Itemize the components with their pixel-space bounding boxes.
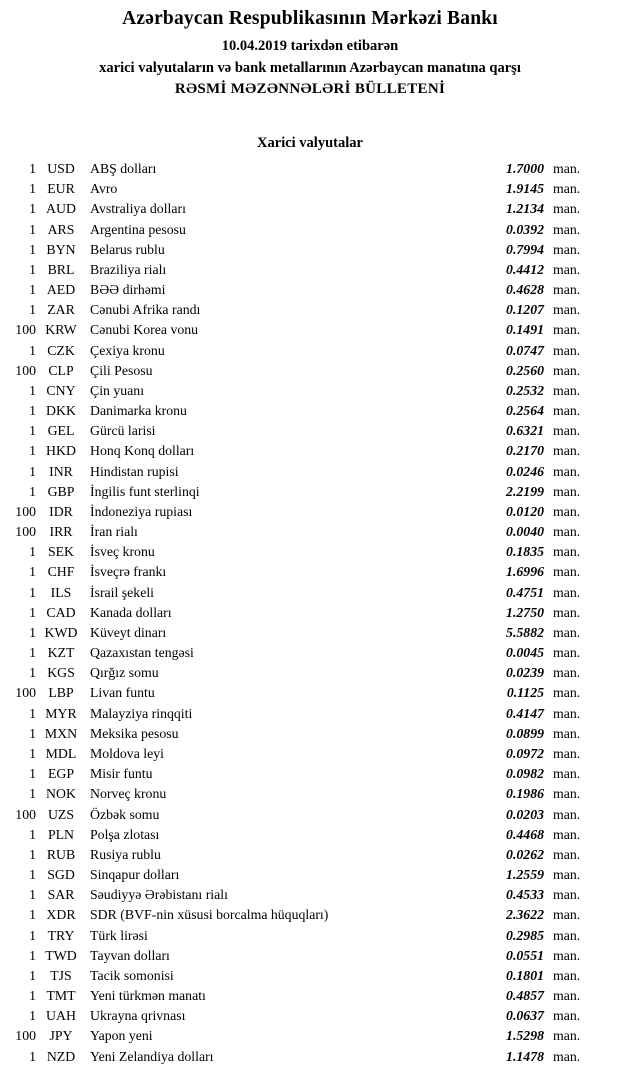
currency-name: Yeni türkmən manatı [90, 988, 206, 1004]
currency-name: Avro [90, 181, 118, 197]
rate-row [0, 421, 592, 441]
currency-quantity: 1 [29, 967, 36, 983]
currency-rate: 0.0040 [506, 524, 544, 540]
currency-name: Malayziya rinqqiti [90, 705, 193, 721]
currency-name: Tayvan dolları [90, 947, 170, 963]
unit-label: man. [553, 161, 581, 176]
currency-code: CLP [48, 362, 74, 378]
currency-quantity: 100 [15, 1028, 36, 1044]
currency-name: BƏƏ dirhəmi [90, 282, 166, 298]
currency-name: Yeni Zelandiya dolları [90, 1048, 214, 1064]
currency-quantity: 1 [29, 947, 36, 963]
currency-name: Livan funtu [90, 685, 155, 701]
unit-label: man. [553, 867, 581, 883]
unit-label: man. [553, 1008, 581, 1024]
currency-rate: 0.4412 [506, 261, 544, 277]
unit-label: man. [553, 1028, 581, 1044]
currency-rate: 0.0551 [506, 947, 544, 963]
currency-rate: 0.2532 [506, 382, 544, 398]
currency-name: Ukrayna qrivnası [90, 1008, 186, 1024]
rate-row [0, 805, 592, 825]
currency-code: BYN [46, 241, 76, 257]
currency-quantity: 100 [15, 322, 36, 338]
currency-name: Belarus rublu [90, 241, 165, 257]
unit-label: man. [553, 423, 581, 439]
effective-date-line: 10.04.2019 tarixdən etibarən [221, 38, 399, 54]
unit-label: man. [553, 382, 581, 398]
currency-quantity: 1 [29, 887, 36, 903]
currency-code: MYR [45, 705, 77, 721]
currency-rate: 0.2170 [506, 443, 544, 459]
unit-label: man. [553, 403, 581, 419]
rate-row [0, 905, 592, 925]
currency-code: NZD [46, 1048, 76, 1064]
rate-row [0, 623, 592, 643]
currency-quantity: 1 [29, 382, 36, 398]
currency-code: KZT [47, 645, 75, 661]
currency-name: Səudiyyə Ərəbistanı rialı [90, 887, 228, 903]
rates-list [0, 159, 592, 1067]
rate-row [0, 482, 592, 502]
currency-quantity: 100 [15, 685, 36, 701]
currency-rate: 0.4857 [506, 988, 544, 1004]
currency-quantity: 1 [29, 705, 36, 721]
unit-label: man. [553, 887, 581, 903]
currency-code: JPY [49, 1028, 73, 1044]
bank-name-title: Azərbaycan Respublikasının Mərkəzi Bankı [122, 8, 498, 29]
currency-code: EUR [47, 181, 75, 197]
unit-label: man. [553, 564, 581, 580]
currency-code: SGD [47, 867, 75, 883]
currency-code: MDL [45, 745, 77, 761]
unit-label: man. [553, 927, 581, 943]
currency-code: KRW [45, 322, 77, 338]
currency-code: LBP [48, 685, 74, 701]
currency-rate: 1.2750 [506, 604, 544, 620]
currency-rate: 0.0203 [506, 806, 544, 822]
currency-rate: 0.7994 [506, 241, 544, 257]
currency-quantity: 1 [29, 544, 36, 560]
currency-quantity: 1 [29, 786, 36, 802]
currency-quantity: 1 [29, 584, 36, 600]
currency-rate: 0.2985 [506, 927, 544, 943]
unit-label: man. [553, 322, 581, 338]
currency-rate: 0.2564 [506, 403, 544, 419]
currency-rate: 0.0637 [506, 1008, 544, 1024]
rate-row [0, 784, 592, 804]
currency-rate: 2.2199 [506, 483, 544, 499]
currency-quantity: 1 [29, 1048, 36, 1064]
currency-name: Sinqapur dolları [90, 867, 180, 883]
currency-code: RUB [46, 846, 76, 862]
rate-row [0, 583, 592, 603]
rate-row [0, 663, 592, 683]
currency-code: TMT [46, 988, 76, 1004]
currency-name: Braziliya rialı [90, 261, 167, 277]
rate-row [0, 462, 592, 482]
currency-code: PLN [47, 826, 75, 842]
currency-quantity: 1 [29, 261, 36, 277]
rate-row [0, 946, 592, 966]
currency-name: İsveçrə frankı [90, 564, 167, 580]
currency-code: CHF [47, 564, 75, 580]
currency-quantity: 100 [15, 524, 36, 540]
currency-quantity: 1 [29, 564, 36, 580]
currency-rate: 1.9145 [506, 181, 544, 197]
currency-quantity: 1 [29, 725, 36, 741]
rate-row [0, 845, 592, 865]
unit-label: man. [553, 786, 581, 802]
currency-quantity: 1 [29, 483, 36, 499]
rate-row [0, 159, 592, 179]
currency-quantity: 1 [29, 342, 36, 358]
rate-row [0, 280, 592, 300]
currency-quantity: 1 [29, 161, 36, 176]
currency-quantity: 1 [29, 403, 36, 419]
currency-code: AUD [46, 201, 76, 217]
currency-code: ARS [47, 221, 75, 237]
rate-row [0, 885, 592, 905]
currency-quantity: 1 [29, 463, 36, 479]
currency-code: XDR [46, 907, 76, 923]
currency-code: ZAR [47, 302, 75, 318]
rate-row [0, 744, 592, 764]
currency-name: Honq Konq dolları [90, 443, 195, 459]
bulletin-title: RƏSMİ MƏZƏNNƏLƏRİ BÜLLETENİ [174, 81, 446, 97]
currency-rate: 1.2559 [506, 867, 544, 883]
unit-label: man. [553, 584, 581, 600]
currency-quantity: 1 [29, 645, 36, 661]
currency-rate: 0.0246 [506, 463, 544, 479]
currency-name: Meksika pesosu [90, 725, 179, 741]
currency-quantity: 1 [29, 282, 36, 298]
section-title-foreign-currencies: Xarici valyutalar [257, 135, 363, 151]
currency-quantity: 1 [29, 423, 36, 439]
currency-rate: 0.4147 [506, 705, 544, 721]
rate-row [0, 724, 592, 744]
currency-code: TWD [45, 947, 77, 963]
currency-quantity: 100 [15, 362, 36, 378]
unit-label: man. [553, 846, 581, 862]
rate-row [0, 764, 592, 784]
currency-code: INR [49, 463, 73, 479]
currency-rate: 0.1835 [506, 544, 544, 560]
unit-label: man. [553, 362, 581, 378]
currency-quantity: 1 [29, 745, 36, 761]
rate-row [0, 825, 592, 845]
unit-label: man. [553, 282, 581, 298]
unit-label: man. [553, 947, 581, 963]
unit-label: man. [553, 967, 581, 983]
rate-row [0, 926, 592, 946]
unit-label: man. [553, 1048, 581, 1064]
currency-quantity: 1 [29, 604, 36, 620]
rate-row [0, 441, 592, 461]
currency-name: Kanada dolları [90, 604, 172, 620]
currency-name: Çili Pesosu [90, 362, 153, 378]
rate-row [0, 502, 592, 522]
currency-rate: 0.0120 [506, 503, 544, 519]
rate-row [0, 300, 592, 320]
currency-quantity: 1 [29, 826, 36, 842]
currency-code: DKK [46, 403, 76, 419]
currency-rate: 0.0239 [506, 665, 544, 681]
currency-name: Misir funtu [90, 766, 153, 782]
rate-row [0, 179, 592, 199]
currency-code: USD [47, 161, 75, 176]
currency-quantity: 1 [29, 443, 36, 459]
currency-quantity: 1 [29, 241, 36, 257]
currency-quantity: 1 [29, 624, 36, 640]
currency-rate: 0.0972 [506, 745, 544, 761]
currency-name: Avstraliya dolları [90, 201, 186, 217]
rate-row [0, 522, 592, 542]
currency-rate: 0.0045 [506, 645, 544, 661]
unit-label: man. [553, 241, 581, 257]
currency-name: Çexiya kronu [90, 342, 165, 358]
currency-code: HKD [46, 443, 76, 459]
currency-name: SDR (BVF-nin xüsusi borcalma hüquqları) [90, 907, 329, 923]
unit-label: man. [553, 524, 581, 540]
rate-row [0, 220, 592, 240]
rate-row [0, 542, 592, 562]
currency-quantity: 1 [29, 302, 36, 318]
rate-row [0, 381, 592, 401]
rate-row [0, 361, 592, 381]
currency-code: NOK [46, 786, 76, 802]
currency-code: IRR [49, 524, 73, 540]
currency-name: Hindistan rupisi [90, 463, 179, 479]
unit-label: man. [553, 483, 581, 499]
currency-rate: 0.0899 [506, 725, 544, 741]
rate-row [0, 643, 592, 663]
currency-name: İsrail şekeli [90, 584, 154, 600]
currency-code: IDR [49, 503, 73, 519]
currency-rate: 0.0982 [506, 766, 544, 782]
rate-row [0, 603, 592, 623]
rate-row [0, 401, 592, 421]
currency-quantity: 1 [29, 1008, 36, 1024]
currency-quantity: 1 [29, 201, 36, 217]
rate-row [0, 562, 592, 582]
currency-name: Rusiya rublu [90, 846, 161, 862]
currency-quantity: 1 [29, 665, 36, 681]
unit-label: man. [553, 907, 581, 923]
currency-code: EGP [47, 766, 75, 782]
currency-quantity: 1 [29, 221, 36, 237]
unit-label: man. [553, 181, 581, 197]
currency-rate: 0.1986 [506, 786, 544, 802]
currency-code: CNY [46, 382, 76, 398]
currency-rate: 0.1801 [506, 967, 544, 983]
unit-label: man. [553, 624, 581, 640]
rate-row [0, 865, 592, 885]
currency-name: Cənubi Korea vonu [90, 322, 199, 338]
currency-code: UAH [46, 1008, 76, 1024]
unit-label: man. [553, 988, 581, 1004]
currency-rate: 0.4533 [506, 887, 544, 903]
currency-name: Argentina pesosu [90, 221, 186, 237]
unit-label: man. [553, 745, 581, 761]
currency-code: MXN [44, 725, 78, 741]
currency-rate: 0.1491 [506, 322, 544, 338]
currency-name: İndoneziya rupiası [90, 503, 193, 519]
currency-name: İngilis funt sterlinqi [90, 483, 200, 499]
unit-label: man. [553, 302, 581, 318]
unit-label: man. [553, 705, 581, 721]
rate-row [0, 199, 592, 219]
currency-rate: 0.0747 [506, 342, 544, 358]
currency-quantity: 1 [29, 867, 36, 883]
rate-row [0, 260, 592, 280]
rate-row [0, 240, 592, 260]
currency-name: Moldova leyi [90, 745, 164, 761]
rate-row [0, 1026, 592, 1046]
unit-label: man. [553, 342, 581, 358]
currency-name: Norveç kronu [90, 786, 167, 802]
unit-label: man. [553, 544, 581, 560]
currency-code: AED [46, 282, 76, 298]
unit-label: man. [553, 826, 581, 842]
currency-rate: 0.0262 [506, 846, 544, 862]
currency-rate: 2.3622 [506, 907, 544, 923]
currency-rate: 0.1125 [506, 685, 544, 701]
unit-label: man. [553, 503, 581, 519]
currency-rate: 5.5882 [506, 624, 544, 640]
currency-code: GEL [47, 423, 75, 439]
rate-row [0, 1047, 592, 1067]
rate-row [0, 683, 592, 703]
currency-rate: 0.1207 [506, 302, 544, 318]
currency-code: BRL [47, 261, 75, 277]
currency-name: İsveç kronu [90, 544, 155, 560]
currency-quantity: 1 [29, 766, 36, 782]
currency-quantity: 1 [29, 927, 36, 943]
currency-name: İran rialı [90, 524, 138, 540]
currency-quantity: 1 [29, 988, 36, 1004]
currency-code: KGS [47, 665, 75, 681]
document-header [0, 0, 620, 99]
currency-quantity: 1 [29, 181, 36, 197]
currency-name: Gürcü larisi [90, 423, 156, 439]
currency-rate: 1.2134 [506, 201, 544, 217]
rate-row [0, 986, 592, 1006]
currency-code: SAR [47, 887, 75, 903]
unit-label: man. [553, 604, 581, 620]
currency-code: ILS [50, 584, 72, 600]
rate-row [0, 320, 592, 340]
currency-name: Küveyt dinarı [90, 624, 167, 640]
currency-name: ABŞ dolları [90, 161, 157, 176]
rate-row [0, 966, 592, 986]
currency-code: GBP [47, 483, 75, 499]
currency-code: TJS [50, 967, 72, 983]
currency-code: SEK [47, 544, 75, 560]
rate-row [0, 341, 592, 361]
unit-label: man. [553, 201, 581, 217]
currency-name: Qırğız somu [90, 665, 159, 681]
currency-rate: 0.4751 [506, 584, 544, 600]
currency-code: CAD [46, 604, 76, 620]
unit-label: man. [553, 806, 581, 822]
currency-name: Tacik somonisi [90, 967, 174, 983]
unit-label: man. [553, 725, 581, 741]
unit-label: man. [553, 685, 581, 701]
currency-code: TRY [47, 927, 75, 943]
currency-rate: 0.0392 [506, 221, 544, 237]
currency-name: Çin yuanı [90, 382, 145, 398]
unit-label: man. [553, 645, 581, 661]
unit-label: man. [553, 221, 581, 237]
currency-quantity: 100 [15, 806, 36, 822]
currency-quantity: 1 [29, 907, 36, 923]
currency-name: Yapon yeni [90, 1028, 153, 1044]
currency-name: Türk lirəsi [90, 927, 148, 943]
currency-rate: 1.6996 [506, 564, 544, 580]
unit-label: man. [553, 463, 581, 479]
unit-label: man. [553, 443, 581, 459]
currency-rate: 0.4628 [506, 282, 544, 298]
currency-rate: 1.7000 [506, 161, 544, 176]
rate-row [0, 704, 592, 724]
currency-name: Polşa zlotası [90, 826, 160, 842]
currency-rate: 0.4468 [506, 826, 544, 842]
currency-rate: 1.1478 [506, 1048, 544, 1064]
currency-quantity: 100 [15, 503, 36, 519]
currency-rate: 1.5298 [506, 1028, 544, 1044]
currency-code: KWD [44, 624, 78, 640]
unit-label: man. [553, 665, 581, 681]
currency-code: UZS [47, 806, 75, 822]
currency-quantity: 1 [29, 846, 36, 862]
currency-name: Qazaxıstan tengəsi [90, 645, 194, 661]
currency-name: Özbək somu [90, 806, 160, 822]
unit-label: man. [553, 261, 581, 277]
currency-rate: 0.6321 [506, 423, 544, 439]
currency-code: CZK [47, 342, 75, 358]
document-subtitle: xarici valyutaların və bank metallarının Azərbaycan manatına qarşı [99, 60, 521, 76]
unit-label: man. [553, 766, 581, 782]
rate-row [0, 1006, 592, 1026]
currency-name: Cənubi Afrika randı [90, 302, 201, 318]
currency-rate: 0.2560 [506, 362, 544, 378]
currency-name: Danimarka kronu [90, 403, 187, 419]
